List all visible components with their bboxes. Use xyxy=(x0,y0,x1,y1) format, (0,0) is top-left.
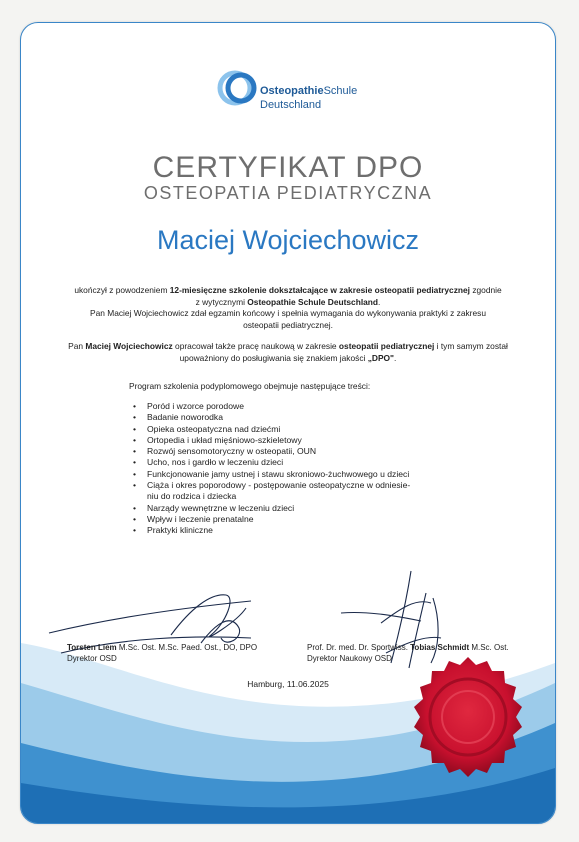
place-and-date: Hamburg, 11.06.2025 xyxy=(247,679,329,689)
list-item: • Poród i wzorce porodowe xyxy=(133,401,244,411)
certificate-subtitle: OSTEOPATIA PEDIATRYCZNA xyxy=(143,183,433,203)
logo-brand-line1: OsteopathieSchule xyxy=(260,85,358,97)
list-item: • Badanie noworodka xyxy=(133,412,223,423)
list-item: • Ucho, nos i gardło w leczeniu dzieci xyxy=(133,457,284,468)
program-intro: Program szkolenia podyplomowego obejmuje następujące treści: xyxy=(129,381,371,391)
signatory-left-title: Dyrektor OSD xyxy=(67,654,117,663)
signatory-right-title: Dyrektor Naukowy OSD xyxy=(307,654,392,663)
recipient-name: Maciej Wojciechowicz xyxy=(156,225,420,255)
list-item-continuation: niu do rodzica i dziecka xyxy=(147,491,237,502)
list-item: • Praktyki kliniczne xyxy=(133,525,213,536)
certificate-frame xyxy=(20,22,556,824)
list-item: • Funkcjonowanie jamy ustnej i stawu skroniowo-żuchwowego u dzieci xyxy=(133,468,410,479)
red-wax-seal-icon xyxy=(401,653,535,787)
list-item: • Narządy wewnętrzne w leczeniu dzieci xyxy=(133,502,295,513)
logo-brand-line2: Deutschland xyxy=(260,99,322,111)
thesis-paragraph: Pan Maciej Wojciechowicz opracował także pracę naukową w zakresie osteopatii pediatrycznej i tym samym został upoważniony do posługiwania się znakiem jakości „DPO". xyxy=(68,341,508,363)
program-list xyxy=(133,401,477,537)
list-item: • Wpływ i leczenie prenatalne xyxy=(133,513,254,524)
signatory-right-name: Prof. Dr. med. Dr. Sportwiss. Tobias Schmidt M.Sc. Ost. xyxy=(307,643,509,652)
osteopathie-schule-logo xyxy=(217,67,377,127)
logo-rings-icon xyxy=(217,67,259,109)
list-item: • Ciąża i okres poporodowy - postępowanie osteopatyczne w odniesie- xyxy=(133,480,411,491)
signatory-left-name: Torsten Liem M.Sc. Ost. M.Sc. Paed. Ost., DO, DPO xyxy=(67,643,258,652)
list-item: • Opieka osteopatyczna nad dziećmi xyxy=(133,423,281,434)
certificate-title: CERTYFIKAT DPO xyxy=(152,151,424,184)
completion-paragraph: ukończył z powodzeniem 12-miesięczne szkolenie dokształcające w zakresie osteopatii pediatrycznej zgodnie z wytycznymi Osteopathie Schule Deutschland. Pan Maciej Wojciechowicz zdał egzamin końcowy i spełnia wymagania do wykonywania praktyki z zakresu osteopatii pediatrycznej. xyxy=(74,285,502,330)
list-item: • Ortopedia i układ mięśniowo-szkieletowy xyxy=(133,434,302,445)
list-item: • Rozwój sensomotoryczny w osteopatii, OUN xyxy=(133,446,317,457)
